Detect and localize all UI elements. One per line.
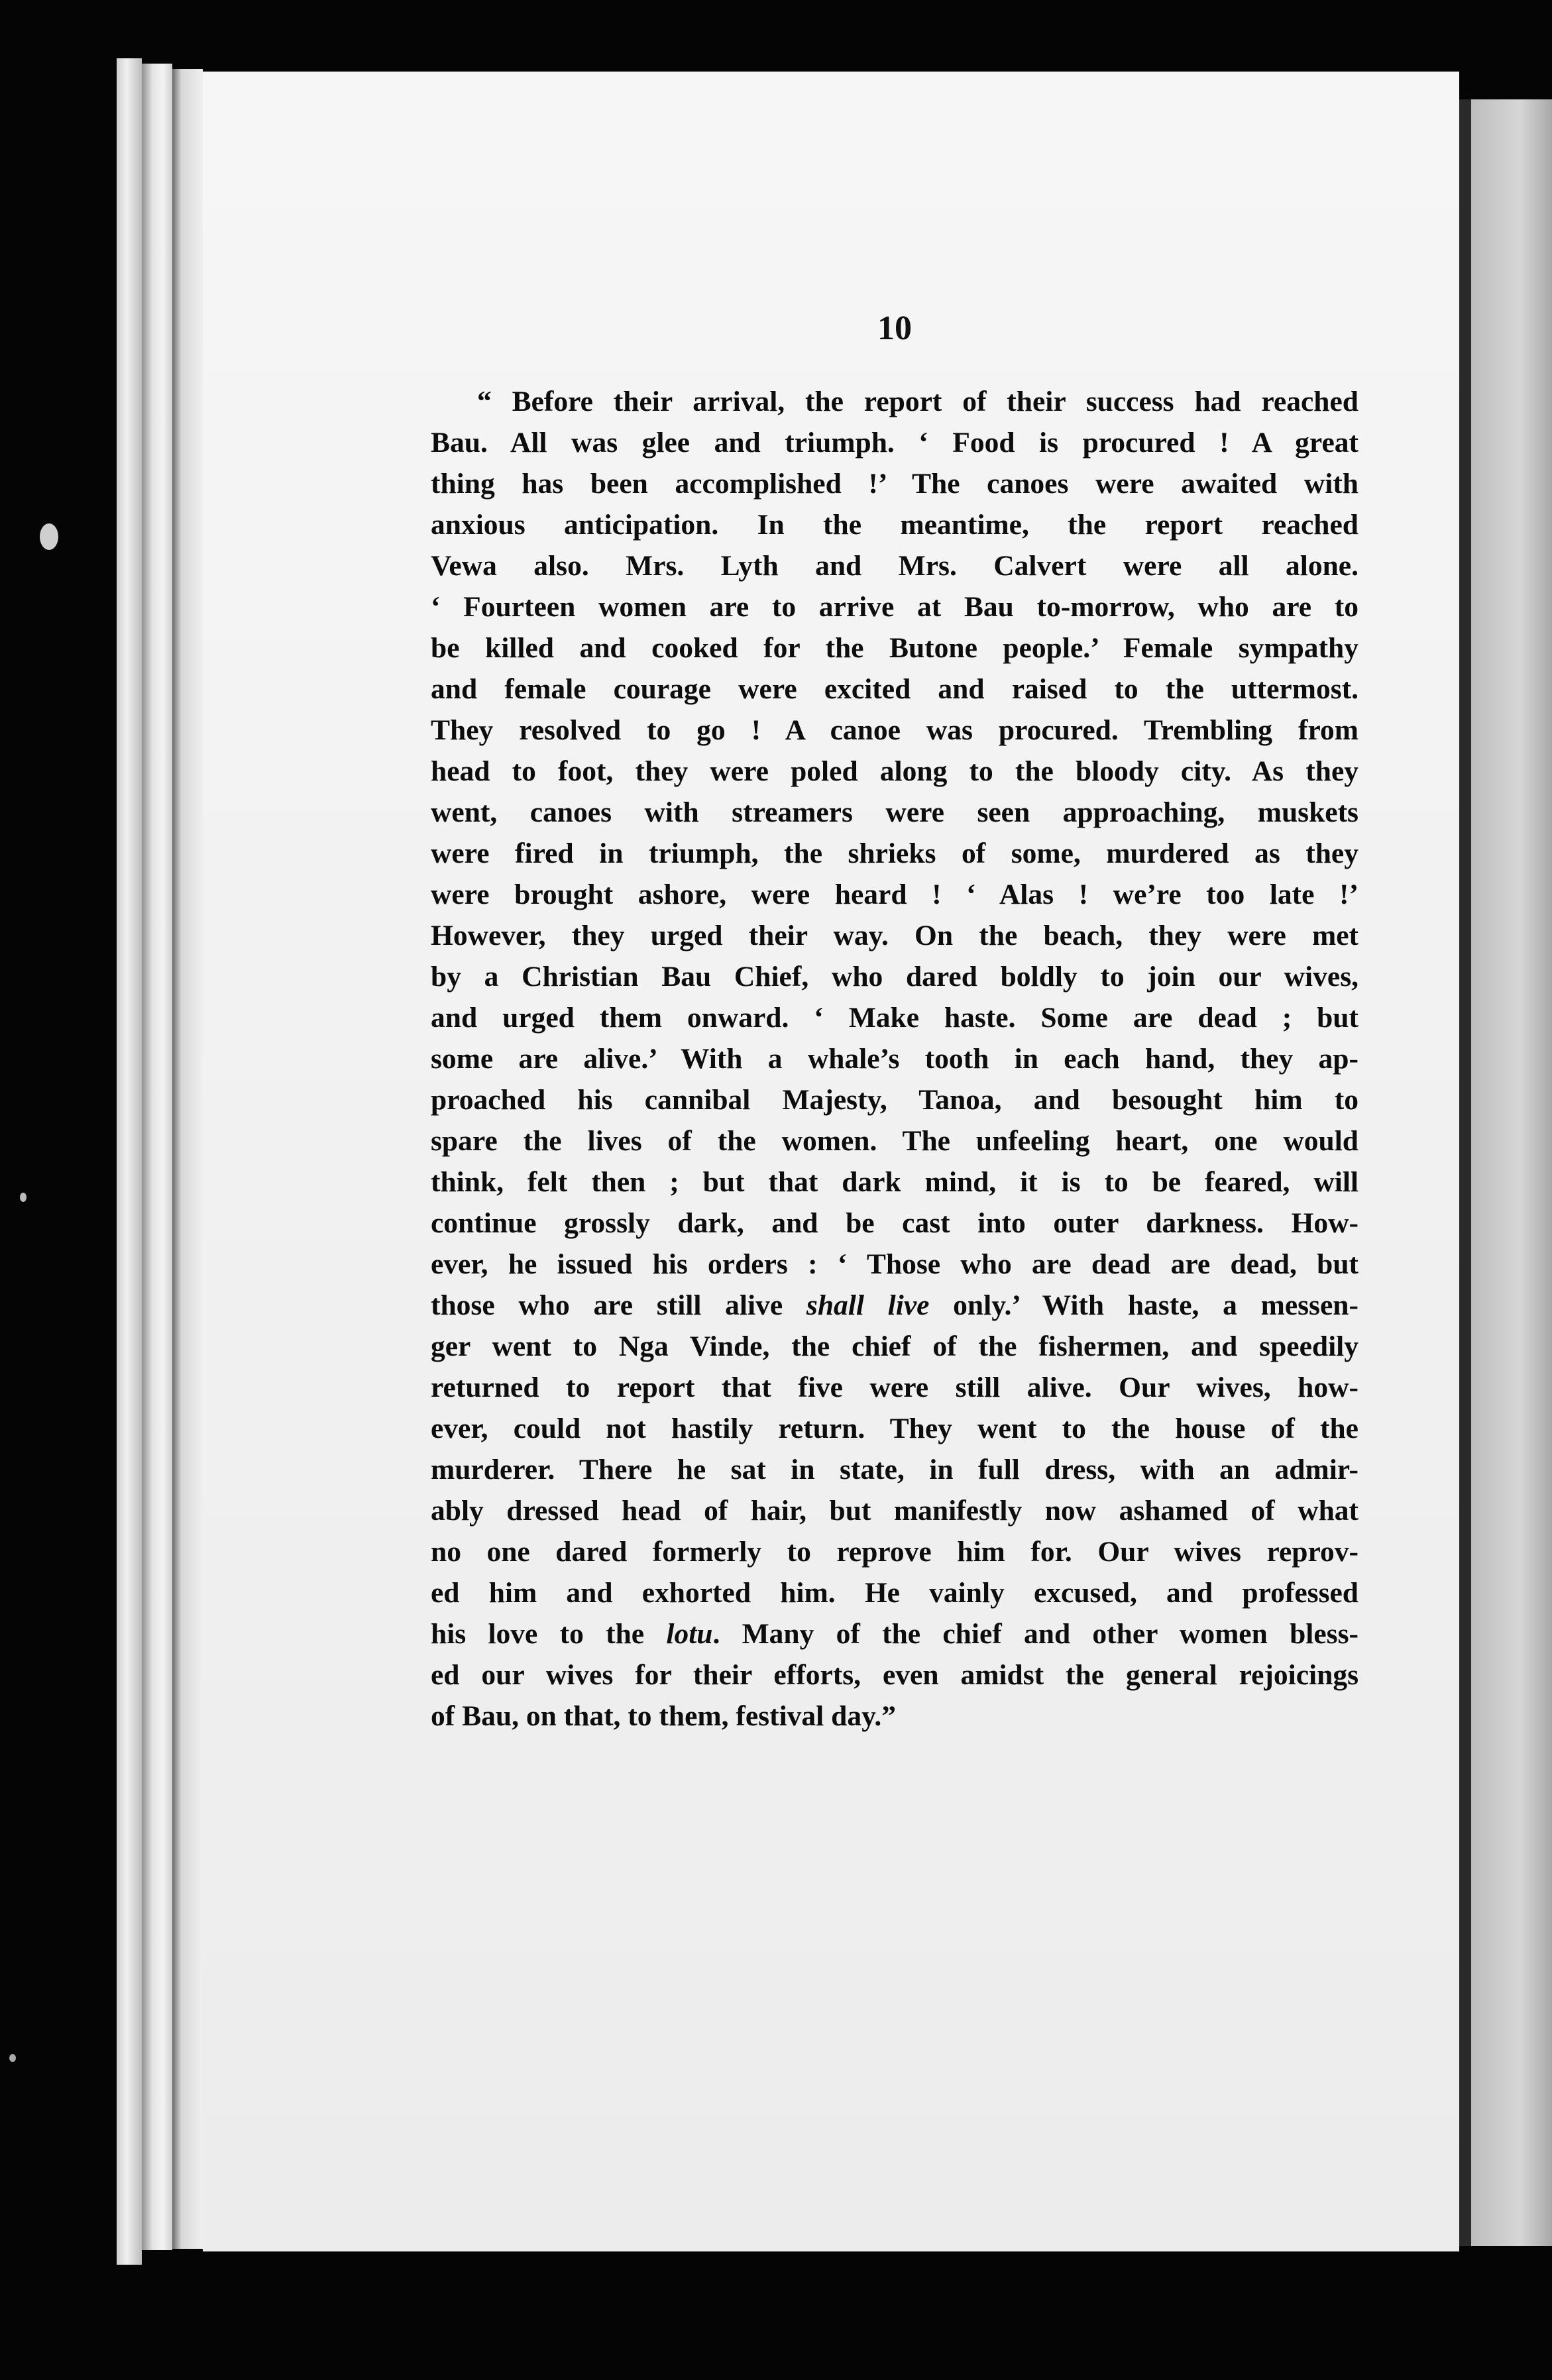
text-line: ed him and exhorted him. He vainly excused, and professed <box>431 1577 1358 1609</box>
text-line: “ Before their arrival, the report of their success had reached <box>477 386 1358 417</box>
page-gutter-shadow <box>1459 99 1471 2246</box>
page-number: 10 <box>877 309 912 347</box>
text-line: murderer. There he sat in state, in full dress, with an admir- <box>431 1454 1358 1486</box>
text-line: think, felt then ; but that dark mind, it is to be feared, will <box>431 1166 1358 1198</box>
text-line: be killed and cooked for the Butone people.’ Female sympathy <box>431 632 1358 664</box>
dust-speck <box>9 2054 16 2062</box>
text-line: returned to report that five were still alive. Our wives, how- <box>431 1372 1358 1403</box>
binding-edge-outer <box>117 58 142 2265</box>
text-line: and female courage were excited and raised to the uttermost. <box>431 673 1358 705</box>
italic-emphasis: lotu <box>666 1618 713 1650</box>
text-line: ever, could not hastily return. They went to the house of the <box>431 1413 1358 1444</box>
page-body-text <box>431 381 1358 1737</box>
text-line: of Bau, on that, to them, festival day.” <box>431 1700 897 1732</box>
dust-speck <box>40 523 58 550</box>
text-line: continue grossly dark, and be cast into outer darkness. How- <box>431 1207 1358 1239</box>
text-line: ably dressed head of hair, but manifestly now ashamed of what <box>431 1495 1358 1527</box>
text-line: ‘ Fourteen women are to arrive at Bau to-morrow, who are to <box>431 591 1358 623</box>
text-line: were brought ashore, were heard ! ‘ Alas ! we’re too late !’ <box>431 879 1358 910</box>
binding-edge-inner <box>172 69 203 2249</box>
text-line: thing has been accomplished !’ The canoes were awaited with <box>431 468 1358 500</box>
text-line: Bau. All was glee and triumph. ‘ Food is procured ! A great <box>431 427 1358 459</box>
text-line: proached his cannibal Majesty, Tanoa, and besought him to <box>431 1084 1358 1116</box>
binding-edge-middle <box>142 64 172 2250</box>
dust-speck <box>20 1193 27 1202</box>
facing-page-edge <box>1471 99 1552 2246</box>
text-line: some are alive.’ With a whale’s tooth in each hand, they ap- <box>431 1043 1358 1075</box>
text-line: and urged them onward. ‘ Make haste. Some are dead ; but <box>431 1002 1358 1034</box>
text-line: They resolved to go ! A canoe was procured. Trembling from <box>431 714 1358 746</box>
text-line: no one dared formerly to reprove him for. Our wives reprov- <box>431 1536 1358 1568</box>
text-line: went, canoes with streamers were seen approaching, muskets <box>431 796 1358 828</box>
italic-emphasis: shall live <box>806 1289 930 1321</box>
text-line: by a Christian Bau Chief, who dared boldly to join our wives, <box>431 961 1358 993</box>
text-line: his love to the lotu. Many of the chief and other women bless- <box>431 1618 1358 1650</box>
text-line: ger went to Nga Vinde, the chief of the fishermen, and speedily <box>431 1330 1358 1362</box>
text-line: ed our wives for their efforts, even amidst the general rejoicings <box>431 1659 1358 1691</box>
text-line: head to foot, they were poled along to the bloody city. As they <box>431 755 1358 787</box>
text-line: ever, he issued his orders : ‘ Those who are dead are dead, but <box>431 1248 1358 1280</box>
text-line: However, they urged their way. On the beach, they were met <box>431 920 1358 951</box>
text-line: spare the lives of the women. The unfeeling heart, one would <box>431 1125 1358 1157</box>
text-line: those who are still alive shall live only.’ With haste, a messen- <box>431 1289 1358 1321</box>
text-line: anxious anticipation. In the meantime, the report reached <box>431 509 1358 541</box>
text-line: Vewa also. Mrs. Lyth and Mrs. Calvert were all alone. <box>431 550 1358 582</box>
text-line: were fired in triumph, the shrieks of some, murdered as they <box>431 838 1358 869</box>
